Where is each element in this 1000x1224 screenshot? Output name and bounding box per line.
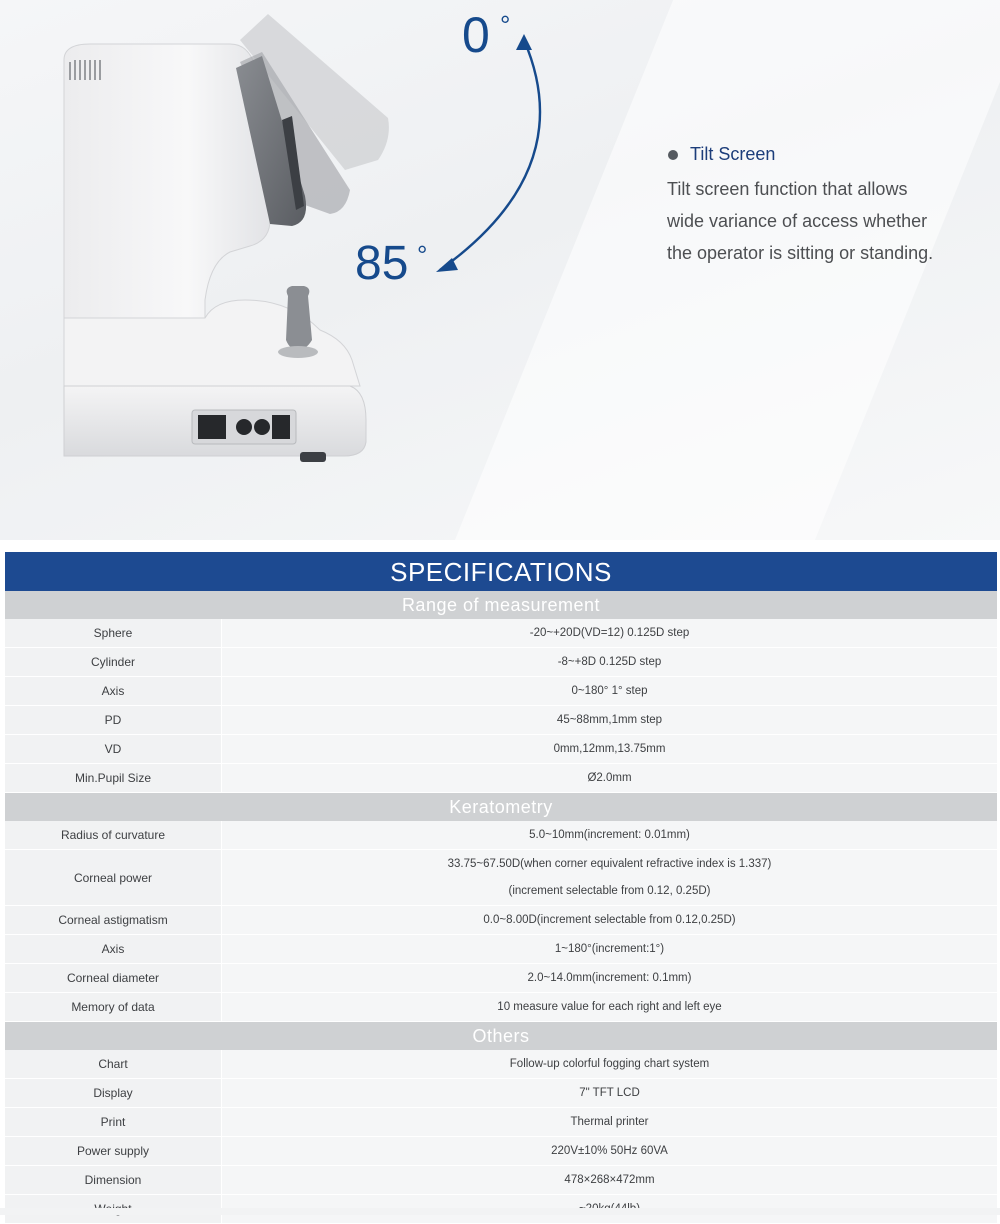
spec-value <box>222 964 997 992</box>
feature-description-line: wide variance of access whether <box>667 211 928 231</box>
spec-value <box>222 1050 997 1078</box>
spec-value <box>222 1137 997 1165</box>
spec-value-line: 478×268×472mm <box>564 1174 655 1186</box>
spec-label: Axis <box>5 935 222 963</box>
spec-value <box>222 935 997 963</box>
spec-label: Power supply <box>5 1137 222 1165</box>
spec-label: PD <box>5 706 222 734</box>
spec-value-line: (increment selectable from 0.12, 0.25D) <box>508 884 711 897</box>
specifications-table <box>5 552 997 1224</box>
spec-value-line: 0.0~8.00D(increment selectable from 0.12,0.25D) <box>483 914 736 926</box>
spec-value <box>222 1108 997 1136</box>
spec-row <box>5 993 997 1022</box>
spec-value-line: 5.0~10mm(increment: 0.01mm) <box>529 829 690 841</box>
autorefractor-image <box>0 0 560 480</box>
spec-row <box>5 735 997 764</box>
angle-top-degree: ° <box>500 10 511 40</box>
bottom-strip <box>0 1208 1000 1215</box>
spec-row <box>5 935 997 964</box>
spec-value <box>222 906 997 934</box>
spec-label: Chart <box>5 1050 222 1078</box>
spec-label: Axis <box>5 677 222 705</box>
spec-value <box>222 648 997 676</box>
feature-description <box>667 173 987 269</box>
spec-label: Radius of curvature <box>5 821 222 849</box>
spec-value <box>222 764 997 792</box>
spec-value <box>222 1079 997 1107</box>
spec-row <box>5 764 997 793</box>
spec-value-line: 10 measure value for each right and left eye <box>497 1001 722 1013</box>
spec-label: Corneal diameter <box>5 964 222 992</box>
section-heading: Others <box>5 1022 997 1050</box>
section-heading: Range of measurement <box>5 591 997 619</box>
spec-value-line: 33.75~67.50D(when corner equivalent refractive index is 1.337) <box>447 857 772 870</box>
spec-value-line: 7" TFT LCD <box>579 1087 640 1099</box>
spec-value-line: -8~+8D 0.125D step <box>557 656 662 668</box>
spec-row <box>5 1137 997 1166</box>
spec-value <box>222 1166 997 1194</box>
angle-bottom-degree: ° <box>417 240 428 270</box>
spec-label: Memory of data <box>5 993 222 1021</box>
spec-row <box>5 619 997 648</box>
specifications-title: SPECIFICATIONS <box>5 552 997 591</box>
spec-label: Dimension <box>5 1166 222 1194</box>
spec-value-line: 220V±10% 50Hz 60VA <box>551 1145 668 1157</box>
feature-description-line: Tilt screen function that allows <box>667 179 908 199</box>
spec-value <box>222 706 997 734</box>
spec-row <box>5 677 997 706</box>
spec-label: Corneal power <box>5 850 222 905</box>
tilt-screen-bullet-icon <box>668 150 678 160</box>
spec-row <box>5 1108 997 1137</box>
spec-value <box>222 735 997 763</box>
spec-label: Display <box>5 1079 222 1107</box>
spec-value <box>222 850 997 905</box>
spec-row <box>5 821 997 850</box>
spec-row <box>5 850 997 906</box>
spec-row <box>5 1079 997 1108</box>
section-heading: Keratometry <box>5 793 997 821</box>
spec-value-line: Thermal printer <box>570 1116 649 1128</box>
spec-label: VD <box>5 735 222 763</box>
spec-value <box>222 619 997 647</box>
angle-bottom-label: 85 <box>355 237 409 290</box>
spec-row <box>5 1050 997 1079</box>
spec-value-line: Ø2.0mm <box>587 772 632 784</box>
spec-row <box>5 1166 997 1195</box>
feature-title <box>668 144 775 165</box>
spec-value-line: 0~180° 1° step <box>571 685 648 697</box>
spec-label: Sphere <box>5 619 222 647</box>
angle-top-label: 0 <box>462 7 490 63</box>
spec-value-line: 0mm,12mm,13.75mm <box>553 743 666 755</box>
spec-value-line: 45~88mm,1mm step <box>556 714 663 726</box>
hero-section <box>0 0 1000 540</box>
spec-label: Cylinder <box>5 648 222 676</box>
spec-value <box>222 677 997 705</box>
spec-row <box>5 648 997 677</box>
feature-title-text: Tilt Screen <box>690 144 776 164</box>
feature-description-line: the operator is sitting or standing. <box>667 243 934 263</box>
spec-value-line: 2.0~14.0mm(increment: 0.1mm) <box>527 972 692 984</box>
spec-label: Min.Pupil Size <box>5 764 222 792</box>
spec-value <box>222 821 997 849</box>
spec-label: Corneal astigmatism <box>5 906 222 934</box>
spec-value <box>222 993 997 1021</box>
spec-value-line: 1~180°(increment:1°) <box>554 943 665 955</box>
spec-value-line: -20~+20D(VD=12) 0.125D step <box>529 627 690 639</box>
spec-row <box>5 706 997 735</box>
spec-label: Print <box>5 1108 222 1136</box>
spec-row <box>5 906 997 935</box>
rotation-arc-arrow-icon <box>440 40 540 270</box>
spec-value-line: Follow-up colorful fogging chart system <box>509 1058 710 1070</box>
spec-row <box>5 964 997 993</box>
